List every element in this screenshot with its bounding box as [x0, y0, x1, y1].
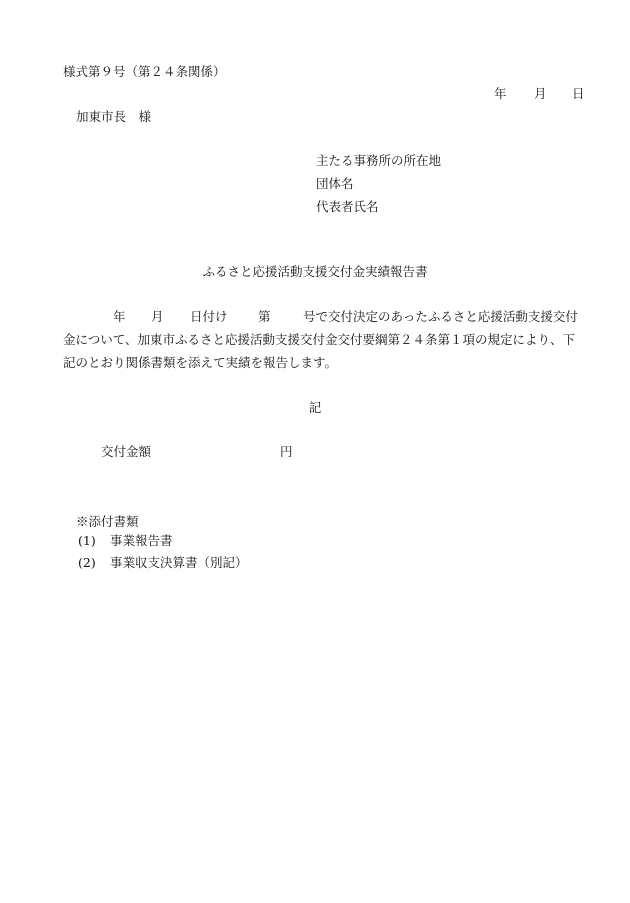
date-year-label: 年 — [494, 86, 507, 101]
document-title: ふるさと応援活動支援交付金実績報告書 — [202, 264, 428, 279]
date-day-label: 日 — [572, 86, 585, 101]
addressee: 加東市長 様 — [76, 109, 152, 124]
body-line-3: 記のとおり関係書類を添えて実績を報告します。 — [63, 355, 338, 370]
sender-organization-label: 団体名 — [316, 176, 354, 191]
attachment-number: (2) — [78, 555, 96, 570]
amount-label: 交付金額 — [101, 444, 152, 459]
attachments-title: ※添付書類 — [76, 514, 139, 529]
ki-heading: 記 — [308, 400, 322, 415]
attachment-text: 事業報告書 — [110, 533, 173, 548]
body-month-label: 月 — [151, 309, 164, 324]
body-day-label: 日付け — [190, 309, 228, 324]
attachment-item — [78, 557, 248, 570]
attachment-item — [78, 535, 173, 548]
body-line-1-text: 号で交付決定のあったふるさと応援活動支援交付 — [303, 309, 578, 324]
body-number-label: 第 — [258, 309, 271, 324]
body-year-label: 年 — [113, 309, 126, 324]
form-number: 様式第９号（第２４条関係） — [63, 64, 226, 79]
attachment-number: (1) — [78, 533, 96, 548]
sender-address-label: 主たる事務所の所在地 — [316, 153, 442, 168]
attachment-text: 事業収支決算書（別記） — [110, 555, 248, 570]
body-line-2: 金について、加東市ふるさと応援活動支援交付金交付要綱第２４条第１項の規定により、下 — [63, 332, 576, 347]
sender-representative-label: 代表者氏名 — [316, 199, 379, 214]
amount-unit: 円 — [280, 444, 293, 459]
date-month-label: 月 — [534, 86, 547, 101]
